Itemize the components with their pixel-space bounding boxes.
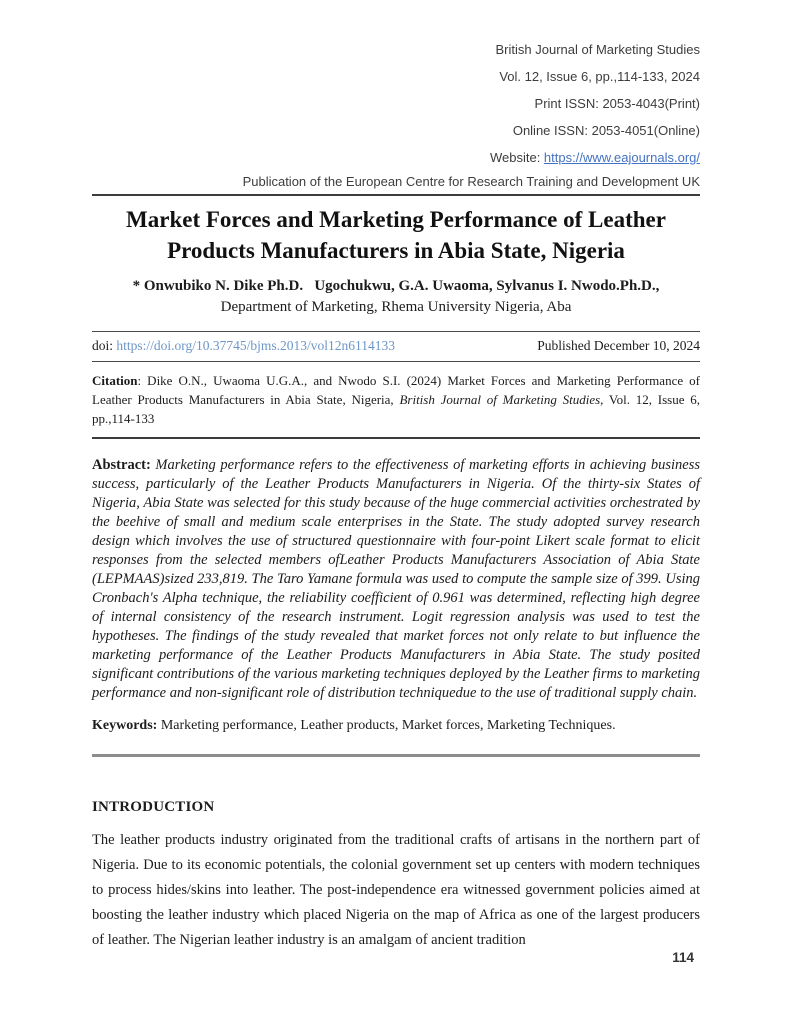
publication-banner: Publication of the European Centre for Research Training and Development UK [92, 173, 700, 196]
doi-label: doi: [92, 338, 117, 353]
abstract-paragraph [92, 456, 700, 703]
published-date: Published December 10, 2024 [537, 338, 700, 353]
website-line [92, 144, 700, 171]
keywords-line [92, 718, 700, 734]
online-issn-line: Online ISSN: 2053-4051(Online) [512, 123, 700, 138]
print-issn-line: Print ISSN: 2053-4043(Print) [534, 96, 700, 111]
doi-link[interactable]: https://doi.org/10.37745/bjms.2013/vol12n6114133 [116, 338, 396, 353]
section-divider [92, 754, 700, 757]
keywords-label: Keywords: [92, 718, 158, 733]
doi-bar [92, 331, 700, 362]
citation-journal-name: British Journal of Marketing Studies [399, 392, 601, 407]
article-title: Market Forces and Marketing Performance of Leather Products Manufacturers in Abia State, Nigeria [126, 207, 666, 263]
affiliation-line: Department of Marketing, Rhema University Nigeria, Aba [220, 299, 572, 315]
website-label: Website: [489, 150, 544, 165]
authors-line: * Onwubiko N. Dike Ph.D. Ugochukwu, G.A. Uwaoma, Sylvanus I. Nwodo.Ph.D., [132, 278, 660, 294]
introduction-paragraph: The leather products industry originated from the traditional crafts of artisans in the northern part of Nigeria. Due to its economic potentials, the colonial government set up centers with modern techniques to process hides/skins into leather. The post-independence era witnessed government policies aimed at boosting the leather industry which placed Nigeria on the map of Africa as one of the largest producers of leather. The Nigerian leather industry is an amalgam of ancient tradition [92, 832, 700, 949]
doi-line [92, 338, 395, 354]
journal-header [92, 36, 700, 171]
journal-name: British Journal of Marketing Studies [495, 42, 700, 57]
website-link[interactable]: https://www.eajournals.org/ [543, 150, 700, 165]
citation-text-pre: : Dike O.N., Uwaoma U.G.A., and Nwodo S.I. (2024) Market Forces and Marketing Performance of Leather Products Manufacturers in Abia State, Nigeria, [92, 373, 700, 407]
citation-label: Citation [92, 373, 138, 388]
abstract-label: Abstract: [92, 457, 151, 473]
introduction-heading: INTRODUCTION [92, 799, 215, 815]
citation-text-post: , Vol. 12, Issue 6, pp.,114-133 [92, 392, 701, 426]
citation-block [92, 362, 700, 439]
page-number: 114 [672, 950, 694, 965]
journal-volume-line: Vol. 12, Issue 6, pp.,114-133, 2024 [499, 69, 700, 84]
abstract-text: Marketing performance refers to the effectiveness of marketing efforts in achieving business success, particularly of the Leather Products Manufacturers in Nigeria. Of the thirty-six States of Nigeria, Abia State was selected for this study because of the huge commercial activities orchestrated by the beehive of small and medium scale enterprises in the State. The study adopted survey research design which involves the use of structured questionnaire with four-point Likert scale format to elicit responses from the selected members ofLeather Products Manufacturers Association of Abia State (LEPMAAS)sized 233,819. The Taro Yamane formula was used to compute the sample size of 399. Using Cronbach's Alpha technique, the reliability coefficient of 0.961 was determined, reflecting high degree of internal consistency of the research instrument. Logit regression analysis was used to test the hypotheses. The findings of the study revealed that market forces not only relate to but influence the marketing performance of the Leather Products Manufacturers in Abia State. The study posited significant contributions of the various marketing techniques deployed by the Leather firms to marketing performance and non-significant role of distribution techniquedue to the use of traditional supply chain. [92, 457, 700, 701]
keywords-text: Marketing performance, Leather products, Market forces, Marketing Techniques. [160, 718, 616, 733]
